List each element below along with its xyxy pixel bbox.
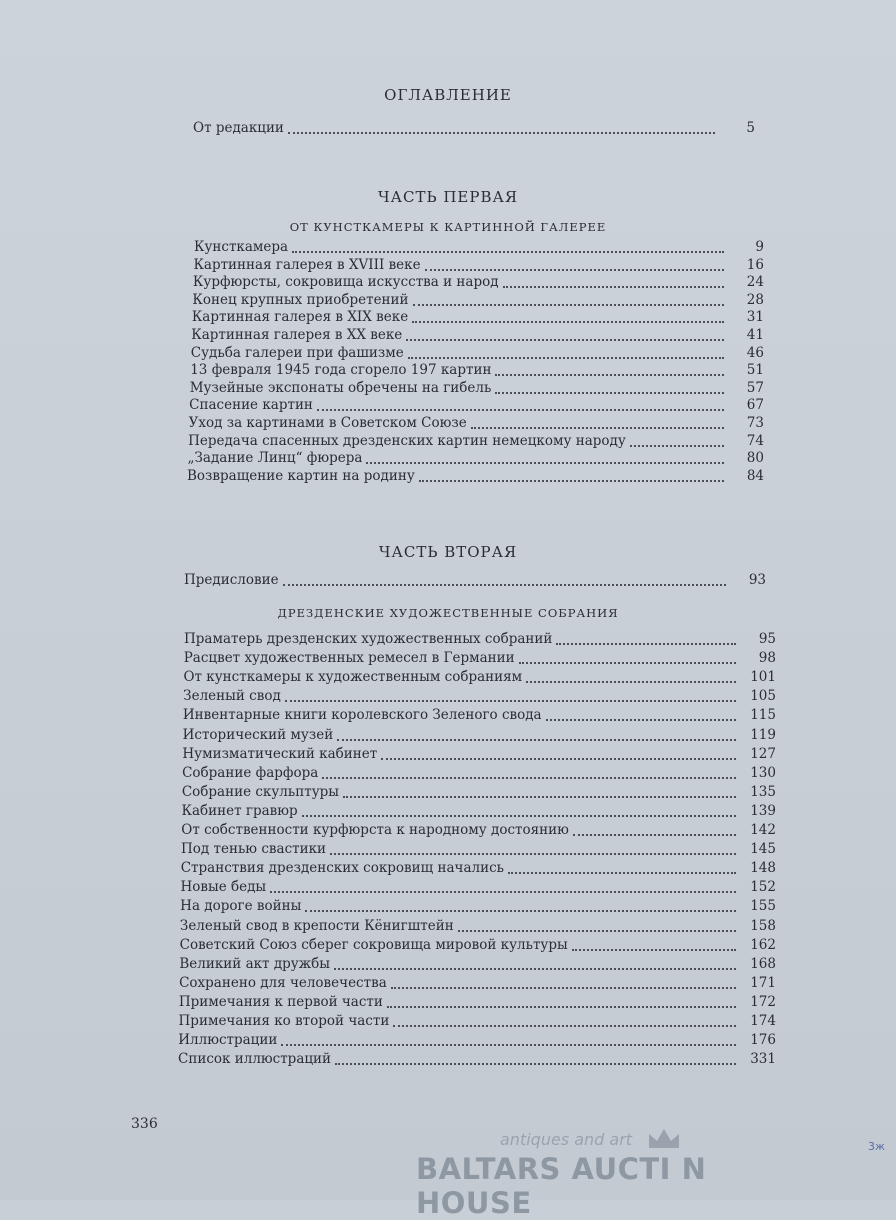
toc-entry-page: 139 (750, 802, 776, 819)
leader-dots (366, 462, 724, 464)
leader-dots (572, 949, 736, 951)
toc-entry-preface (184, 571, 766, 589)
toc-entry-page: 168 (750, 955, 776, 972)
toc-entry (188, 432, 764, 450)
toc-entry (178, 1050, 776, 1068)
toc-entry-page: 28 (746, 291, 764, 308)
leader-dots (630, 445, 724, 447)
toc-entry-label: Нумизматический кабинет (182, 745, 378, 762)
toc-entry (183, 687, 776, 705)
toc-entry (180, 897, 776, 915)
toc-entry (181, 859, 776, 877)
toc-entry-label: Картинная галерея в XVIII веке (193, 256, 421, 273)
toc-entry-page: 41 (746, 327, 764, 343)
toc-entry (178, 1031, 776, 1049)
toc-entry (182, 783, 776, 801)
toc-entry (182, 745, 776, 763)
toc-entry (179, 974, 776, 992)
toc-entry-page: 130 (750, 764, 776, 781)
toc-entry-label: От собственности курфюрста к народному достоянию (181, 822, 569, 838)
toc-entry-page: 127 (750, 745, 776, 762)
toc-entry-label: Иллюстрации (178, 1032, 278, 1049)
toc-entry-page: 95 (758, 631, 776, 647)
toc-entry-label: Кунсткамера (194, 239, 289, 255)
page-number: 336 (131, 1116, 158, 1132)
toc-entry-page: 80 (746, 450, 764, 467)
toc-entry (193, 256, 764, 274)
leader-dots (317, 409, 724, 411)
toc-entry (187, 467, 764, 485)
toc-entry-label: Странствия дрезденских сокровищ начались (180, 860, 504, 877)
toc-entry (179, 955, 776, 973)
toc-entry-page: 105 (750, 688, 776, 705)
toc-entry-label: Расцвет художественных ремесел в Германии (183, 650, 515, 667)
toc-entry-page: 73 (746, 415, 764, 431)
toc-entry (183, 668, 776, 686)
toc-entry-label: На дороге войны (180, 898, 302, 915)
toc-entry-page: 172 (750, 993, 776, 1010)
leader-dots (288, 132, 715, 134)
toc-entry-label: Собрание скульптуры (181, 783, 340, 800)
toc-entry (192, 291, 764, 309)
toc-entry-label: „Задание Линц“ фюрера (187, 450, 363, 467)
toc-entry-page: 51 (746, 362, 764, 379)
watermark-name: BALTARS AUCTI N HOUSE (416, 1152, 707, 1220)
leader-dots (413, 304, 724, 306)
leader-dots (406, 339, 724, 341)
toc-entry-page: 93 (748, 572, 766, 588)
toc-entry (189, 414, 764, 432)
toc-entry-label: Под тенью свастики (181, 841, 327, 858)
toc-entry (193, 273, 764, 291)
leader-dots (412, 321, 724, 323)
part1-subtitle: ОТ КУНСТКАМЕРЫ К КАРТИННОЙ ГАЛЕРЕЕ (289, 220, 607, 234)
toc-entry-label: От кунсткамеры к художественным собраниям (183, 669, 523, 686)
toc-entry-page: 152 (750, 879, 776, 896)
toc-entry-label: Праматерь дрезденских художественных собраний (184, 631, 553, 647)
leader-dots (305, 910, 736, 912)
leader-dots (270, 891, 736, 893)
leader-dots (343, 796, 736, 798)
toc-entry (181, 840, 776, 858)
leader-dots (471, 427, 724, 429)
toc-entry (180, 917, 776, 935)
leader-dots (519, 662, 736, 664)
toc-entry-page: 31 (746, 309, 764, 326)
part2-subtitle: ДРЕЗДЕНСКИЕ ХУДОЖЕСТВЕННЫЕ СОБРАНИЯ (277, 606, 619, 620)
toc-entry-label: Судьба галереи при фашизме (190, 344, 404, 361)
toc-entry (183, 706, 776, 724)
toc-entry-page: 101 (750, 669, 776, 686)
toc-entry-label: Великий акт дружбы (179, 955, 331, 972)
toc-entry-page: 16 (746, 256, 764, 273)
part1-title: ЧАСТЬ ПЕРВАЯ (378, 188, 518, 206)
leader-dots (495, 374, 724, 376)
toc-entry-page: 98 (758, 650, 776, 667)
leader-dots (281, 1044, 736, 1046)
toc-entry (194, 238, 764, 256)
leader-dots (335, 1063, 736, 1065)
leader-dots (391, 987, 736, 989)
toc-entry-label: Список иллюстраций (178, 1051, 332, 1068)
toc-entry (183, 726, 776, 744)
toc-entry-label: Исторический музей (182, 726, 334, 743)
toc-entry-label: Советский Союз сберег сокровища мировой культуры (179, 936, 568, 953)
toc-entry (191, 326, 764, 344)
toc-entry (184, 649, 776, 667)
leader-dots (508, 872, 736, 874)
toc-entry (190, 379, 764, 397)
leader-dots (573, 834, 736, 836)
toc-entry-label: Кабинет гравюр (181, 802, 298, 819)
toc-entry (190, 361, 764, 379)
leader-dots (458, 930, 736, 932)
toc-entry-page: 331 (750, 1051, 776, 1068)
toc-entry-label: Курфюрсты, сокровища искусства и народ (192, 274, 499, 291)
toc-entry-page: 171 (750, 974, 776, 991)
leader-dots (495, 392, 724, 394)
leader-dots (408, 357, 724, 359)
toc-entry-page: 135 (750, 783, 776, 800)
toc-entry-label: Зеленый свод в крепости Кёнигштейн (179, 917, 454, 934)
leader-dots (419, 480, 724, 482)
toc-entry (179, 993, 776, 1011)
toc-entry (191, 344, 764, 362)
toc-entry-page: 119 (750, 726, 776, 743)
toc-entry-intro (193, 119, 755, 137)
toc-entry (192, 308, 764, 326)
toc-entry-page: 176 (750, 1032, 776, 1049)
toc-entry-page: 5 (746, 120, 755, 136)
leader-dots (334, 968, 736, 970)
leader-dots (526, 681, 736, 683)
toc-entry (182, 764, 776, 782)
toc-entry-label: Спасение картин (189, 397, 313, 414)
toc-entry-label: Уход за картинами в Советском Союзе (188, 415, 467, 431)
leader-dots (322, 777, 736, 779)
toc-entry (180, 878, 776, 896)
watermark-tagline: antiques and art (500, 1130, 633, 1149)
toc-entry-page: 84 (746, 467, 764, 484)
toc-entry-page: 145 (750, 841, 776, 858)
toc-entry (181, 821, 776, 839)
toc-entry-page: 155 (750, 898, 776, 915)
toc-entry-page: 174 (750, 1013, 776, 1029)
toc-entry-label: Собрание фарфора (182, 764, 319, 781)
leader-dots (285, 700, 736, 702)
toc-entry-page: 74 (746, 432, 764, 449)
part2-title: ЧАСТЬ ВТОРАЯ (378, 543, 518, 561)
handwritten-stamp: 3ж (868, 1140, 885, 1153)
toc-entry-label: Примечания ко второй части (178, 1013, 390, 1029)
toc-entry-label: Передача спасенных дрезденских картин немецкому народу (188, 432, 626, 449)
leader-dots (292, 251, 724, 253)
toc-entry-label: Зеленый свод (183, 688, 281, 705)
toc-entry-label: Конец крупных приобретений (192, 291, 409, 308)
leader-dots (503, 286, 724, 288)
toc-entry-page: 148 (750, 860, 776, 877)
toc-entry-page: 46 (746, 344, 764, 361)
toc-entry-page: 9 (755, 239, 764, 255)
leader-dots (302, 815, 736, 817)
toc-entry-page: 162 (750, 936, 776, 953)
leader-dots (393, 1025, 736, 1027)
leader-dots (387, 1006, 736, 1008)
toc-entry-label: От редакции (193, 120, 284, 136)
toc-entry-label: Сохранено для человечества (179, 974, 387, 991)
toc-entry-page: 142 (750, 822, 776, 838)
toc-entry-label: Примечания к первой части (178, 993, 383, 1010)
toc-entry-label: Картинная галерея в XX веке (191, 327, 403, 343)
page-title: ОГЛАВЛЕНИЕ (384, 86, 512, 104)
leader-dots (337, 739, 736, 741)
toc-entry (184, 630, 776, 648)
toc-entry-label: Возвращение картин на родину (187, 467, 415, 484)
toc-entry (188, 449, 764, 467)
toc-entry-page: 67 (746, 397, 764, 414)
toc-entry-page: 158 (750, 917, 776, 934)
toc-entry (180, 936, 776, 954)
toc-entry-label: Картинная галерея в XIX веке (191, 309, 409, 326)
toc-entry-label: Новые беды (180, 879, 267, 896)
toc-entry-page: 115 (750, 707, 776, 724)
crown-icon (646, 1126, 682, 1152)
toc-entry-label: Предисловие (184, 572, 279, 588)
toc-entry (179, 1012, 776, 1030)
toc-entry-page: 24 (746, 274, 764, 291)
toc-entry-label: Музейные экспонаты обречены на гибель (189, 379, 492, 396)
leader-dots (425, 269, 724, 271)
toc-entry-label: Инвентарные книги королевского Зеленого свода (182, 707, 542, 724)
toc-entry (189, 396, 764, 414)
toc-entry (182, 802, 776, 820)
leader-dots (556, 643, 736, 645)
toc-entry-page: 57 (746, 379, 764, 396)
leader-dots (283, 584, 726, 586)
leader-dots (330, 853, 736, 855)
leader-dots (381, 758, 736, 760)
toc-entry-label: 13 февраля 1945 года сгорело 197 картин (190, 362, 492, 379)
leader-dots (546, 719, 736, 721)
